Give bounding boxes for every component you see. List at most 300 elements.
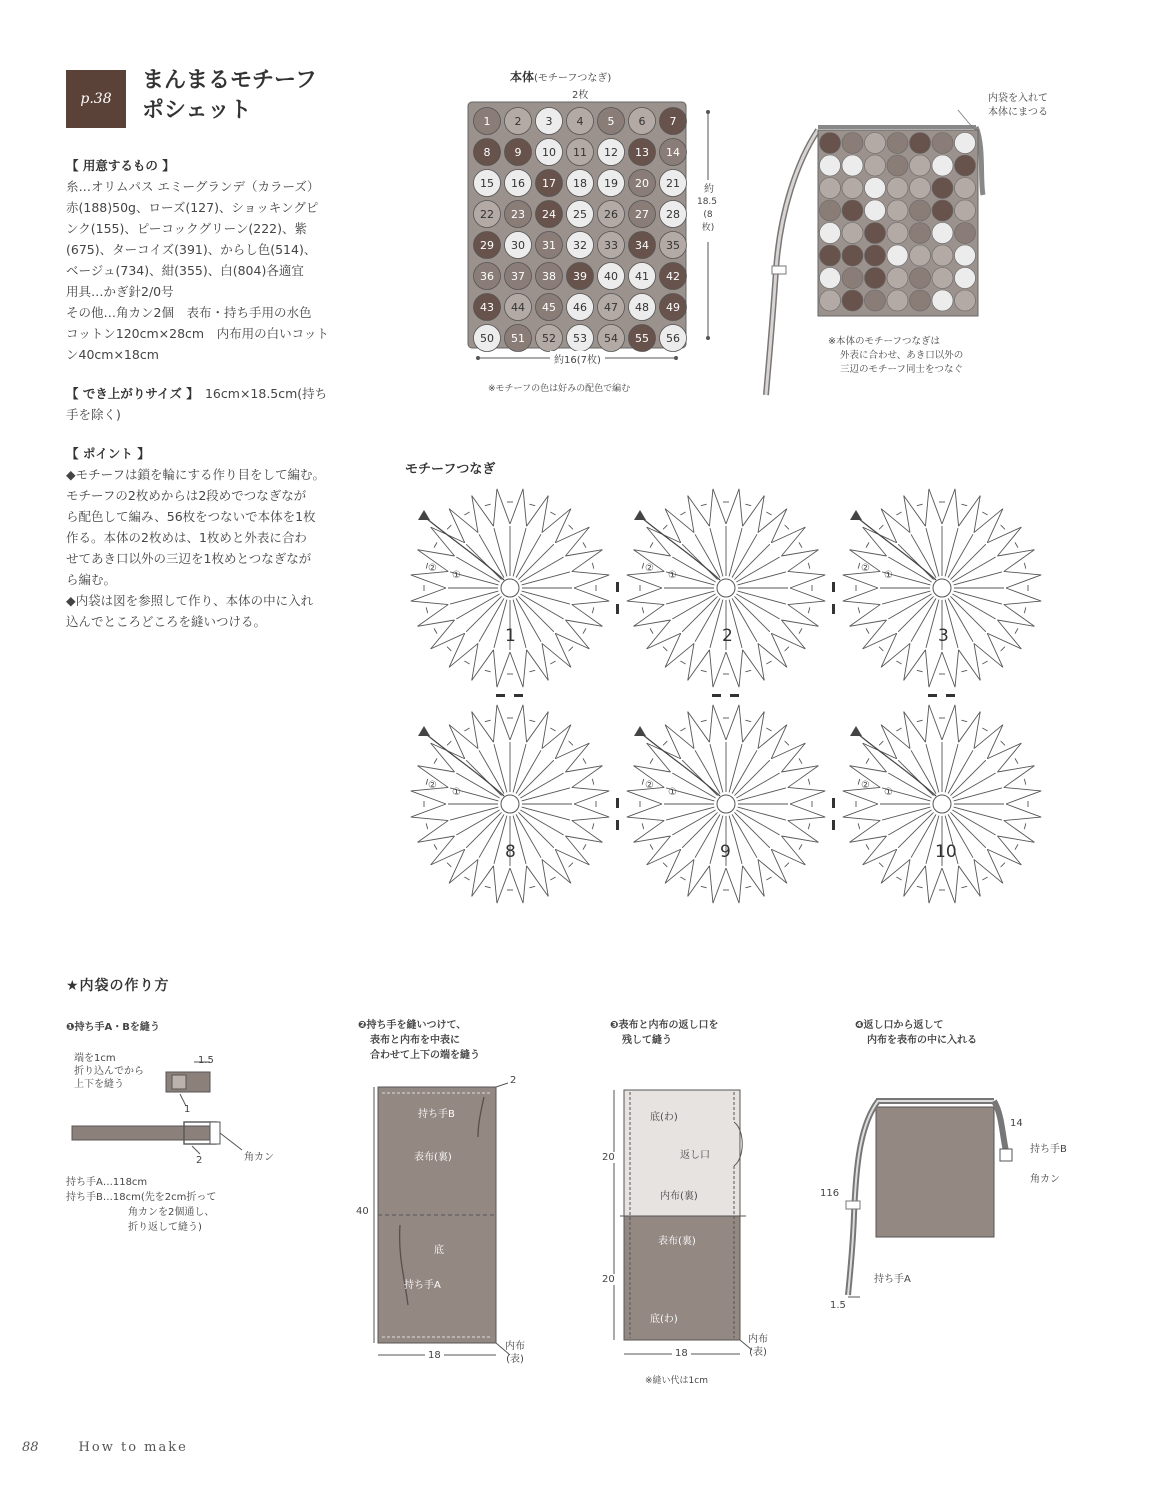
stitch-outer <box>726 868 739 903</box>
stitch-inner <box>710 600 723 648</box>
motif-number: 1 <box>505 626 516 646</box>
stitch-tick <box>879 647 883 651</box>
stitch-tick <box>550 661 555 664</box>
stitch-outer <box>863 633 897 649</box>
stitch-outer <box>555 509 571 543</box>
round-marker: ① <box>452 570 461 581</box>
handle-a-strap <box>848 1101 878 1295</box>
stitch-outer <box>788 605 819 627</box>
stitch-outer <box>647 633 681 649</box>
stitch-outer <box>1004 601 1041 605</box>
stitch-tick <box>1015 758 1018 763</box>
stitch-tick <box>650 844 653 849</box>
stitch-inner <box>911 750 936 793</box>
stitch-outer <box>523 489 527 526</box>
stitch-tick <box>808 779 810 785</box>
motif-number: 10 <box>935 842 957 862</box>
stitch-outer <box>959 650 981 681</box>
pouch-note-bottom-2: 外表に合わせ、あき口以外の <box>840 350 964 361</box>
stitch-outer <box>997 836 1021 865</box>
stitch-tick <box>447 863 451 867</box>
stitch-outer <box>925 705 929 742</box>
stitch-outer <box>688 866 710 897</box>
stitch-outer <box>472 859 478 896</box>
motif-number-label: 55 <box>635 332 649 345</box>
stitch-outer <box>418 836 455 842</box>
stitch-outer <box>781 743 805 772</box>
step3-bottom-fold-2: 底(わ) <box>650 1314 678 1325</box>
stitch-inner <box>666 591 714 604</box>
pouch-motif <box>955 200 976 221</box>
step2-diagram <box>360 1075 540 1375</box>
stitch-tick <box>583 844 586 849</box>
stitch-inner <box>926 528 939 576</box>
pouch-motif <box>955 245 976 266</box>
start-marker <box>418 510 430 520</box>
handle-b-strap <box>994 1101 1006 1151</box>
stitch-inner <box>456 810 499 835</box>
stitch-inner <box>466 544 501 579</box>
join-marker <box>616 820 619 830</box>
motif-number: 8 <box>505 842 516 862</box>
stitch-outer <box>781 766 818 772</box>
stitch-tick <box>799 758 802 763</box>
stitch-outer <box>850 620 887 626</box>
page-reference-text: p.38 <box>80 91 112 107</box>
stitch-inner <box>732 750 757 793</box>
motif-number-label: 45 <box>542 301 556 314</box>
stitch-outer <box>758 859 764 896</box>
step4-title-2: 内布を表布の中に入れる <box>867 1035 977 1046</box>
stitch-inner <box>926 600 939 648</box>
stitch-outer <box>863 849 897 865</box>
stitch-inner <box>682 812 717 847</box>
stitch-tick <box>858 563 860 569</box>
stitch-tick <box>1024 607 1026 613</box>
step2-title <box>358 1018 480 1063</box>
stitch-outer <box>843 588 878 601</box>
stitch-outer <box>542 643 548 680</box>
stitch-outer <box>634 766 671 772</box>
handle-b-note-3: 折り返して縫う) <box>128 1222 202 1233</box>
stitch-outer <box>555 849 589 865</box>
stitch-tick <box>866 758 869 763</box>
stitch-inner <box>466 760 501 795</box>
stitch-outer <box>565 527 589 556</box>
stitch-inner <box>734 812 769 847</box>
stitch-inner <box>466 596 501 631</box>
stitch-outer <box>974 859 980 896</box>
width-label: 約16(7枚) <box>550 351 605 366</box>
join-marker <box>832 798 835 808</box>
motif-number-label: 42 <box>666 270 680 283</box>
stitch-outer <box>527 866 549 897</box>
stitch-outer <box>743 712 765 743</box>
pouch-motif <box>842 223 863 244</box>
stitch-outer <box>881 633 897 667</box>
points-line: せてあき口以外の三辺を1枚めとつなぎなが <box>66 551 312 566</box>
stitch-outer <box>431 849 465 865</box>
stitch-inner <box>518 760 553 795</box>
foundation-ring <box>717 795 735 813</box>
stitch-inner <box>456 773 499 798</box>
stitch-outer <box>739 650 743 687</box>
stitch-tick <box>642 823 644 829</box>
stitch-tick <box>680 877 685 880</box>
stitch-inner <box>732 814 757 857</box>
stitch-outer <box>790 804 825 817</box>
stitch-outer <box>709 650 713 687</box>
pouch-motif <box>955 178 976 199</box>
stitch-outer <box>1006 575 1041 588</box>
stitch-tick <box>434 844 437 849</box>
stitch-tick <box>650 628 653 633</box>
stitch-outer <box>881 509 910 533</box>
stitch-outer <box>572 766 603 788</box>
size-value: 16cm×18.5cm(持ち <box>204 386 328 401</box>
stitch-tick <box>464 661 469 664</box>
stitch-outer <box>904 496 926 527</box>
stitch-outer <box>574 804 609 817</box>
stitch-inner <box>888 594 931 619</box>
step2-title-3: 合わせて上下の端を縫う <box>370 1050 480 1061</box>
stitch-outer <box>572 817 609 821</box>
stitch-inner <box>729 816 742 864</box>
stitch-outer <box>881 859 910 883</box>
step2-title-2: 表布と内布を中表に <box>370 1035 460 1046</box>
stitch-outer <box>904 712 926 743</box>
stitch-outer <box>472 496 478 533</box>
step2-handle-b: 持ち手B <box>418 1105 455 1120</box>
stitch-tick <box>583 628 586 633</box>
stitch-tick <box>485 670 491 672</box>
stitch-outer <box>788 766 819 788</box>
step3-inner-rev: 内布(裏) <box>660 1191 698 1202</box>
stitch-outer <box>555 725 571 759</box>
stitch-outer <box>688 643 694 680</box>
step2-handle-a: 持ち手A <box>404 1280 441 1291</box>
stitch-tick <box>642 563 644 569</box>
foundation-ring <box>933 795 951 813</box>
stitch-outer <box>955 866 959 903</box>
motif-number-label: 21 <box>666 177 680 190</box>
pouch-motif <box>842 155 863 176</box>
stitch-outer <box>739 705 743 742</box>
stitch-outer <box>1004 550 1035 572</box>
pouch-motif <box>842 200 863 221</box>
points-line: ◆モチーフは鎖を輪にする作り目をして編む。 <box>66 467 325 482</box>
stitch-outer <box>758 643 787 667</box>
motif-number-label: 24 <box>542 208 556 221</box>
foundation-ring <box>717 579 735 597</box>
finished-bag <box>876 1107 994 1237</box>
motif-number-label: 4 <box>576 115 584 128</box>
stitch-tick <box>799 628 802 633</box>
motif-number-label: 3 <box>545 115 553 128</box>
stitch-tick <box>808 607 810 613</box>
stitch-outer <box>411 588 446 601</box>
step2-dim-40: 40 <box>356 1206 369 1217</box>
stitch-inner <box>494 744 507 792</box>
strap-loop <box>846 1201 860 1209</box>
stitch-tick <box>1001 647 1005 651</box>
start-marker <box>634 726 646 736</box>
crochet-motif <box>627 489 835 697</box>
stitch-tick <box>592 779 594 785</box>
stitch-outer <box>974 712 980 749</box>
pouch-motif <box>910 133 931 154</box>
step4-dim-14: 14 <box>1010 1118 1023 1129</box>
round-marker: ① <box>668 570 677 581</box>
stitch-outer <box>942 868 955 903</box>
stitch-inner <box>732 534 757 577</box>
motif-number-label: 44 <box>511 301 525 314</box>
pouch-note-bottom <box>828 335 963 377</box>
stitch-tick <box>485 720 491 722</box>
stitch-outer <box>665 859 694 883</box>
stitch-outer <box>997 836 1034 842</box>
step3-title <box>610 1018 718 1048</box>
stitch-inner <box>954 572 1002 585</box>
stitch-inner <box>520 594 563 619</box>
motif-number-label: 18 <box>573 177 587 190</box>
stitch-tick <box>1015 542 1018 547</box>
stitch-tick <box>961 720 967 722</box>
stitch-tick <box>896 877 901 880</box>
stitch-inner <box>695 534 720 577</box>
pouch-motif <box>865 178 886 199</box>
stitch-outer <box>688 496 710 527</box>
stitch-outer <box>523 705 527 742</box>
points-line: 作る。本体の2枚めは、1枚めと外表に合わ <box>66 530 307 545</box>
stitch-outer <box>726 489 739 524</box>
stitch-tick <box>434 542 437 547</box>
stitch-inner <box>882 591 930 604</box>
pouch-motif <box>932 223 953 244</box>
stitch-outer <box>925 489 929 526</box>
stitch-outer <box>955 489 959 526</box>
stitch-outer <box>790 588 825 601</box>
stitch-inner <box>522 572 570 585</box>
body-chart-count: 2枚 <box>572 90 589 101</box>
step1-note-1: 端を1cm <box>74 1053 116 1064</box>
stitch-outer <box>572 605 603 627</box>
step4-title-1: ❹返し口から返して <box>855 1020 944 1031</box>
step4-ring-label: 角カン <box>1030 1174 1060 1185</box>
pouch-motif <box>955 290 976 311</box>
motif-number-label: 52 <box>542 332 556 345</box>
stitch-outer <box>726 705 739 740</box>
stitch-tick <box>642 607 644 613</box>
motif-number-label: 2 <box>514 115 522 128</box>
stitch-tick <box>592 823 594 829</box>
stitch-tick <box>434 628 437 633</box>
pouch-motif <box>955 223 976 244</box>
stitch-outer <box>431 633 465 649</box>
stitch-inner <box>518 544 553 579</box>
stitch-outer <box>542 712 548 749</box>
stitch-inner <box>494 528 507 576</box>
stitch-inner <box>736 594 779 619</box>
stitch-outer <box>418 821 449 843</box>
stitch-tick <box>785 741 789 745</box>
stitch-outer <box>743 650 765 681</box>
stitch-outer <box>497 868 510 903</box>
stitch-outer <box>472 712 494 743</box>
stitch-outer <box>929 868 942 903</box>
motif-number-label: 34 <box>635 239 649 252</box>
body-chart-title-sub: (モチーフつなぎ) <box>534 73 612 84</box>
inner-bag-title: ★内袋の作り方 <box>66 978 170 994</box>
join-marker <box>616 604 619 614</box>
stitch-tick <box>663 863 667 867</box>
stitch-inner <box>954 788 1002 801</box>
stitch-outer <box>974 496 980 533</box>
motif-number-label: 56 <box>666 332 680 345</box>
stitch-outer <box>987 849 1021 865</box>
round-marker: ① <box>452 787 461 798</box>
stitch-outer <box>497 489 510 524</box>
points-line: 込んでところどころを縫いつける。 <box>66 614 267 629</box>
stitch-outer <box>555 849 571 883</box>
stitch-tick <box>917 886 923 888</box>
stitch-outer <box>688 712 710 743</box>
stitch-outer <box>997 620 1034 626</box>
stitch-outer <box>688 712 694 749</box>
stitch-outer <box>974 509 1003 533</box>
stitch-tick <box>701 504 707 506</box>
stitch-tick <box>866 542 869 547</box>
round-marker: ② <box>861 780 870 791</box>
stitch-tick <box>879 863 883 867</box>
join-marker <box>712 694 721 697</box>
instructions-column <box>66 155 366 632</box>
motif-number-label: 7 <box>669 115 677 128</box>
stitch-inner <box>672 773 715 798</box>
stitch-inner <box>734 760 769 795</box>
stitch-inner <box>738 591 786 604</box>
motif-number-label: 36 <box>480 270 494 283</box>
handle-b-note-2: 角カンを2個通し、 <box>128 1207 215 1218</box>
materials-line: コットン120cm×28cm 内布用の白いコット <box>66 326 329 341</box>
stitch-inner <box>736 557 779 582</box>
pouch-motif <box>932 245 953 266</box>
stitch-inner <box>516 814 541 857</box>
stitch-outer <box>904 650 926 681</box>
stitch-tick <box>917 720 923 722</box>
stitch-inner <box>898 760 933 795</box>
stitch-outer <box>510 868 523 903</box>
pouch-motif <box>865 223 886 244</box>
stitch-outer <box>974 643 1003 667</box>
stitch-tick <box>799 844 802 849</box>
step3-opening: 返し口 <box>680 1150 710 1161</box>
height-label-2: 18.5 <box>696 197 718 207</box>
motif-number-label: 9 <box>514 146 522 159</box>
leader-line <box>496 1083 508 1087</box>
stitch-outer <box>527 650 549 681</box>
foundation-ring <box>501 579 519 597</box>
stitch-inner <box>672 557 715 582</box>
stitch-outer <box>431 620 455 649</box>
color-note: ※モチーフの色は好みの配色で編む <box>488 384 631 394</box>
step1-note-3: 上下を縫う <box>74 1079 124 1090</box>
pouch-motif <box>820 268 841 289</box>
stitch-outer <box>472 496 494 527</box>
stitch-outer <box>959 866 981 897</box>
stitch-outer <box>634 550 671 556</box>
step2-inner-1: 内布 <box>505 1341 525 1352</box>
stitch-inner <box>950 596 985 631</box>
stitch-outer <box>634 821 665 843</box>
stitch-outer <box>850 550 887 556</box>
stitch-outer <box>493 489 497 526</box>
stitch-outer <box>574 575 609 588</box>
stitch-tick <box>485 504 491 506</box>
stitch-inner <box>954 591 1002 604</box>
step2-dim-18: 18 <box>425 1350 444 1361</box>
points-heading: 【 ポイント 】 <box>66 446 150 461</box>
round-marker: ① <box>668 787 677 798</box>
pouch-motif-grid <box>818 130 978 316</box>
stitch-outer <box>688 496 694 533</box>
stitch-tick <box>982 661 987 664</box>
stitch-outer <box>555 743 589 759</box>
step2-outer-rev: 表布(裏) <box>414 1152 452 1163</box>
pouch-motif <box>955 133 976 154</box>
stitch-inner <box>898 596 933 631</box>
handle-b-strip <box>72 1126 220 1140</box>
pouch-motif <box>932 290 953 311</box>
motif-number-label: 1 <box>483 115 491 128</box>
dimension-dot <box>706 336 710 340</box>
motif-number-label: 49 <box>666 301 680 314</box>
stitch-tick <box>745 670 751 672</box>
pouch-motif <box>820 223 841 244</box>
stitch-outer <box>1004 821 1035 843</box>
stitch-outer <box>758 725 787 749</box>
pouch-motif <box>865 155 886 176</box>
dim-2: 2 <box>196 1155 203 1166</box>
stitch-tick <box>799 542 802 547</box>
stitch-inner <box>695 814 720 857</box>
stitch-tick <box>896 661 901 664</box>
pouch-motif <box>842 133 863 154</box>
materials-line: その他…角カン2個 表布・持ち手用の水色 <box>66 305 312 320</box>
step4-dim-116: 116 <box>820 1188 840 1199</box>
stitch-outer <box>781 836 818 842</box>
stitch-tick <box>785 863 789 867</box>
page-reference-badge <box>66 70 126 128</box>
points-line: ら編む。 <box>66 572 117 587</box>
dim-1-5: 1.5 <box>198 1055 214 1066</box>
stitch-outer <box>739 866 743 903</box>
stitch-outer <box>781 550 818 556</box>
stitch-outer <box>771 509 787 543</box>
round-marker: ① <box>884 570 893 581</box>
height-label-1: 約 <box>704 184 714 195</box>
motif-number-label: 19 <box>604 177 618 190</box>
stitch-outer <box>713 868 726 903</box>
pouch-motif <box>932 155 953 176</box>
stitch-inner <box>948 750 973 793</box>
pouch-motif <box>820 178 841 199</box>
motif-join-title: モチーフつなぎ <box>405 462 496 477</box>
stitch-inner <box>736 773 779 798</box>
motif-number-label: 33 <box>604 239 618 252</box>
crochet-motif <box>411 705 619 903</box>
stitch-tick <box>766 512 771 515</box>
